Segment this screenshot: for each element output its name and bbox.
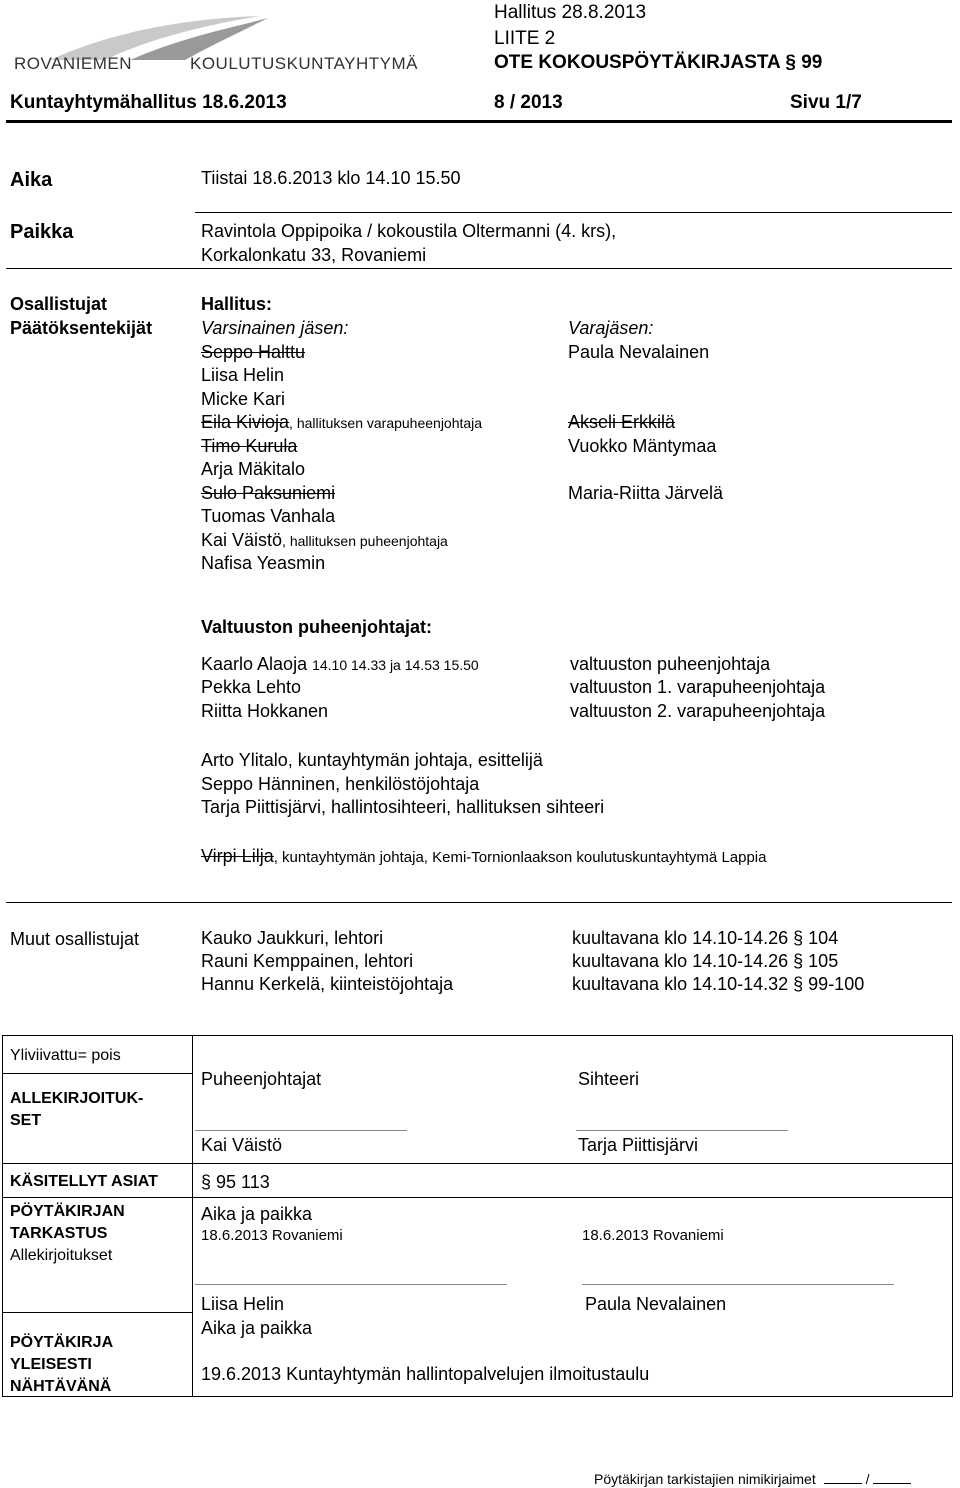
member-row xyxy=(201,342,305,364)
participants-rule xyxy=(6,902,952,903)
place-line2: Korkalonkatu 33, Rovaniemi xyxy=(201,245,427,265)
handled-value: § 95 113 xyxy=(201,1172,270,1192)
council-row xyxy=(201,654,479,676)
footer-initials xyxy=(594,1471,911,1488)
member-note: , hallituksen puheenjohtaja xyxy=(282,533,448,549)
public-value: 19.6.2013 Kuntayhtymän hallintopalvelujen ilmoitustaulu xyxy=(201,1364,650,1384)
chair-signature-line xyxy=(195,1130,407,1131)
document-number: 8 / 2013 xyxy=(494,92,563,113)
table-right-border xyxy=(952,1035,953,1397)
official-line: Tarja Piittisjärvi, hallintosihteeri, hallituksen sihteeri xyxy=(201,797,605,817)
document-title: OTE KOKOUSPÖYTÄKIRJASTA § 99 xyxy=(494,52,823,73)
footer-blank xyxy=(824,1471,862,1484)
council-heading: Valtuuston puheenjohtajat: xyxy=(201,617,433,637)
review-time-place: Aika ja paikka xyxy=(201,1204,313,1224)
member-row xyxy=(201,506,335,528)
logo xyxy=(10,8,419,78)
header-rule xyxy=(6,120,952,123)
deputy-name: Akseli Erkkilä xyxy=(568,412,676,432)
board-date: Kuntayhtymähallitus 18.6.2013 xyxy=(10,92,287,113)
member-row xyxy=(201,365,284,387)
strike-note: Yliviivattu= pois xyxy=(10,1047,121,1064)
table-top-rule xyxy=(2,1035,953,1036)
review-date-left: 18.6.2013 Rovaniemi xyxy=(201,1227,343,1244)
review-label-line2: TARKASTUS xyxy=(10,1225,108,1242)
secretary-signature-line xyxy=(576,1130,788,1131)
member-name: Eila Kivioja xyxy=(201,412,290,432)
other-status: kuultavana klo 14.10-14.32 § 99-100 xyxy=(572,974,865,994)
member-name: Seppo Halttu xyxy=(201,342,306,362)
member-name: Nafisa Yeasmin xyxy=(201,553,326,573)
handled-label: KÄSITELLYT ASIAT xyxy=(10,1173,158,1190)
council-name: Pekka Lehto xyxy=(201,677,302,697)
council-role: valtuuston 1. varapuheenjohtaja xyxy=(570,677,826,697)
signatures-label-line2: SET xyxy=(10,1112,42,1129)
time-rule xyxy=(195,212,952,213)
logo-left-text: ROVANIEMEN xyxy=(14,54,133,73)
member-row xyxy=(201,459,305,481)
other-name: Rauni Kemppainen, lehtori xyxy=(201,951,414,971)
members-heading: Varsinainen jäsen: xyxy=(201,318,349,338)
deputy-name: Maria-Riitta Järvelä xyxy=(568,483,724,503)
place-rule xyxy=(6,268,952,269)
footer-text: Pöytäkirjan tarkistajien nimikirjaimet xyxy=(594,1471,816,1487)
attachment-label: LIITE 2 xyxy=(494,28,556,49)
extra-note: , kuntayhtymän johtaja, Kemi-Tornionlaakson koulutuskuntayhtymä Lappia xyxy=(273,849,767,866)
public-time-place: Aika ja paikka xyxy=(201,1318,313,1338)
council-role: valtuuston puheenjohtaja xyxy=(570,654,771,674)
member-note: , hallituksen varapuheenjohtaja xyxy=(289,415,483,431)
council-name: Kaarlo Alaoja xyxy=(201,654,308,674)
review-label-line1: PÖYTÄKIRJAN xyxy=(10,1203,125,1220)
council-role: valtuuston 2. varapuheenjohtaja xyxy=(570,701,826,721)
page-number: Sivu 1/7 xyxy=(790,92,862,113)
strike-note-rule xyxy=(2,1073,192,1074)
review-left-signature-line xyxy=(195,1284,507,1285)
table-divider xyxy=(192,1035,193,1397)
extra-participant xyxy=(201,846,766,868)
place-label: Paikka xyxy=(10,221,74,243)
participants-label: Osallistujat xyxy=(10,294,108,314)
official-line: Seppo Hänninen, henkilöstöjohtaja xyxy=(201,774,480,794)
deputy-name: Paula Nevalainen xyxy=(568,342,710,362)
time-label: Aika xyxy=(10,169,53,191)
official-line: Arto Ylitalo, kuntayhtymän johtaja, esittelijä xyxy=(201,750,543,770)
other-status: kuultavana klo 14.10-14.26 § 105 xyxy=(572,951,839,971)
member-row xyxy=(201,412,482,434)
others-label: Muut osallistujat xyxy=(10,929,140,949)
secretary-name: Tarja Piittisjärvi xyxy=(578,1135,699,1155)
member-name: Tuomas Vanhala xyxy=(201,506,336,526)
member-row xyxy=(201,530,448,552)
review-name-left: Liisa Helin xyxy=(201,1294,285,1314)
member-name: Sulo Paksuniemi xyxy=(201,483,336,503)
signatures-label-line1: ALLEKIRJOITUK- xyxy=(10,1090,144,1107)
footer-blank xyxy=(873,1471,911,1484)
table-bottom-rule xyxy=(2,1396,953,1397)
member-name: Timo Kurula xyxy=(201,436,298,456)
chair-name: Kai Väistö xyxy=(201,1135,283,1155)
review-right-signature-line xyxy=(582,1284,894,1285)
council-time: 14.10 14.33 ja 14.53 15.50 xyxy=(312,657,479,673)
handled-rule xyxy=(2,1197,953,1198)
review-date-right: 18.6.2013 Rovaniemi xyxy=(582,1227,724,1244)
time-value: Tiistai 18.6.2013 klo 14.10 15.50 xyxy=(201,168,461,188)
member-name: Micke Kari xyxy=(201,389,286,409)
meeting-ref: Hallitus 28.8.2013 xyxy=(494,2,647,23)
public-label-line2: YLEISESTI xyxy=(10,1356,92,1373)
deputies-heading: Varajäsen: xyxy=(568,318,654,338)
member-name: Arja Mäkitalo xyxy=(201,459,306,479)
review-name-right: Paula Nevalainen xyxy=(585,1294,727,1314)
other-name: Kauko Jaukkuri, lehtori xyxy=(201,928,384,948)
member-row xyxy=(201,389,285,411)
signatures-rule xyxy=(2,1163,953,1164)
footer-separator: / xyxy=(865,1471,870,1487)
public-label-line1: PÖYTÄKIRJA xyxy=(10,1334,114,1351)
deputy-name: Vuokko Mäntymaa xyxy=(568,436,717,456)
board-heading: Hallitus: xyxy=(201,294,273,314)
decision-makers-label: Päätöksentekijät xyxy=(10,318,153,338)
other-status: kuultavana klo 14.10-14.26 § 104 xyxy=(572,928,839,948)
member-row xyxy=(201,483,335,505)
extra-name: Virpi Lilja xyxy=(201,846,274,866)
logo-right-text: KOULUTUSKUNTAYHTYMÄ xyxy=(190,54,419,73)
public-label-line3: NÄHTÄVÄNÄ xyxy=(10,1378,112,1395)
table-left-border xyxy=(2,1035,3,1397)
place-line1: Ravintola Oppipoika / kokoustila Oltermanni (4. krs), xyxy=(201,221,617,241)
review-label-line3: Allekirjoitukset xyxy=(10,1247,113,1264)
other-name: Hannu Kerkelä, kiinteistöjohtaja xyxy=(201,974,454,994)
chair-heading: Puheenjohtajat xyxy=(201,1069,322,1089)
council-name: Riitta Hokkanen xyxy=(201,701,329,721)
review-label-rule xyxy=(2,1312,192,1313)
secretary-heading: Sihteeri xyxy=(578,1069,640,1089)
member-row xyxy=(201,436,297,458)
member-name: Liisa Helin xyxy=(201,365,285,385)
member-row xyxy=(201,553,325,575)
member-name: Kai Väistö xyxy=(201,530,283,550)
